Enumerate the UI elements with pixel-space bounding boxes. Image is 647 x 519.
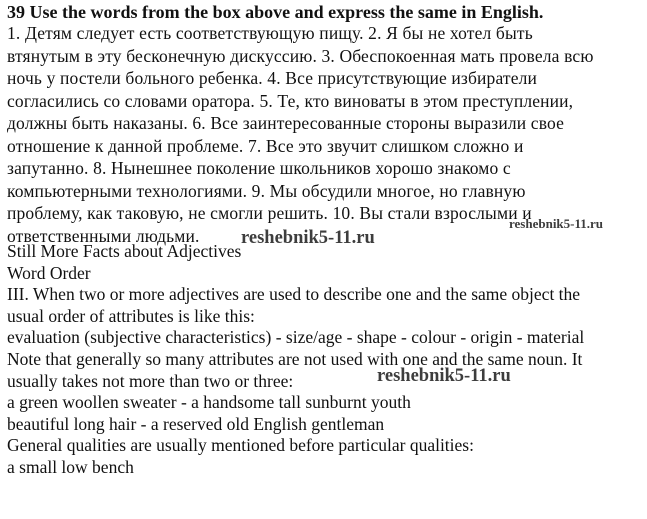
rule-text-line: Note that generally so many attributes are not used with one and the same noun. It — [7, 348, 583, 369]
example-line: beautiful long hair - a reserved old English gentleman — [7, 413, 385, 434]
russian-text-line: согласились со словами оратора. 5. Те, кто виноваты в этом преступлении, — [7, 90, 574, 111]
example-line: a green woollen sweater - a handsome tall sunburnt youth — [7, 392, 411, 413]
russian-text-line: втянутым в эту бесконечную дискуссию. 3. Обеспокоенная мать провела всю — [7, 45, 594, 66]
russian-text-line: ночь у постели больного ребенка. 4. Все присутствующие избиратели — [7, 68, 538, 88]
watermark: reshebnik5-11.ru — [509, 216, 604, 231]
watermark: reshebnik5-11.ru — [377, 366, 511, 386]
grammar-notes-block — [7, 241, 647, 479]
rule-text-line: General qualities are usually mentioned before particular qualities: — [7, 435, 474, 456]
russian-text-line: отношение к данной проблеме. 7. Все это звучит слишком сложно и — [7, 135, 524, 156]
watermark: reshebnik5-11.ru — [241, 228, 375, 248]
rule-text-line: usual order of attributes is like this: — [7, 305, 255, 326]
russian-text-line: ответственными людьми. — [7, 225, 200, 246]
russian-text-line: запутанно. 8. Нынешнее поколение школьников хорошо знакомо с — [7, 158, 511, 178]
russian-text-line: проблему, как таковую, не смогли решить. 10. Вы стали взрослыми и — [7, 203, 532, 223]
russian-text-line: компьютерными технологиями. 9. Мы обсудили многое, но главную — [7, 180, 526, 201]
russian-text-line: 1. Детям следует есть соответствующую пищу. 2. Я бы не хотел быть — [7, 23, 533, 43]
section-title: Still More Facts about Adjectives — [7, 241, 242, 261]
example-line: a small low bench — [7, 456, 134, 477]
russian-sentences-block — [7, 22, 643, 247]
rule-text-line: usually takes not more than two or three: — [7, 370, 294, 391]
subsection-title: Word Order — [7, 262, 91, 283]
exercise-heading: 39 Use the words from the box above and express the same in English. — [7, 2, 544, 22]
attribute-order-line: evaluation (subjective characteristics) - size/age - shape - colour - origin - material — [7, 327, 585, 348]
russian-text-line: должны быть наказаны. 6. Все заинтересованные стороны выразили свое — [7, 113, 565, 133]
rule-text-line: III. When two or more adjectives are used to describe one and the same object the — [7, 284, 581, 305]
